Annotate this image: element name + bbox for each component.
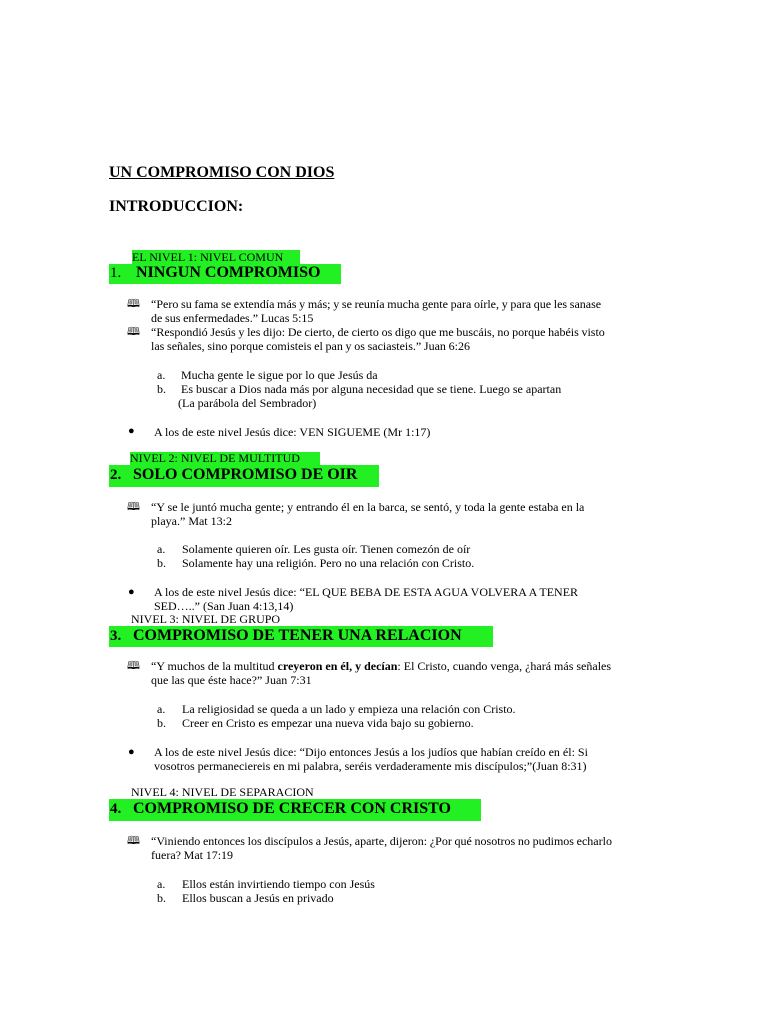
level-1-heading-bar (109, 264, 341, 284)
level-1-sublabel: EL NIVEL 1: NIVEL COMUN (132, 250, 300, 264)
open-book-icon: 🕮 (127, 660, 140, 672)
list-item: Solamente hay una religión. Pero no una relación con Cristo. (182, 556, 475, 570)
level-1-jesus-says: A los de este nivel Jesús dice: VEN SIGUEME (Mr 1:17) (154, 425, 431, 439)
list-marker: b. (157, 556, 166, 570)
quote-line: que las que éste hace?” Juan 7:31 (151, 673, 312, 687)
bullet-line: SED…..” (San Juan 4:13,14) (154, 599, 294, 613)
quote-bold-text: creyeron en él, y decían (277, 659, 398, 673)
quote-text: “Y muchos de la multitud (151, 659, 278, 673)
list-item: Solamente quieren oír. Les gusta oír. Tienen comezón de oír (182, 542, 471, 556)
bullet-line: A los de este nivel Jesús dice: “Dijo entonces Jesús a los judíos que habían creído en él: Si (154, 745, 588, 759)
level-1-quote-2 (151, 325, 659, 353)
bullet-dot-icon: ● (128, 746, 135, 758)
list-marker: b. (157, 382, 166, 396)
list-item-continuation: (La parábola del Sembrador) (178, 396, 317, 410)
level-2-quote-1 (151, 500, 659, 528)
quote-text: : El Cristo, cuando venga, ¿hará más señales (397, 659, 612, 673)
bullet-dot-icon: ● (128, 586, 135, 598)
level-4-sublabel: NIVEL 4: NIVEL DE SEPARACION (131, 785, 314, 799)
bullet-line: vosotros permaneciereis en mi palabra, seréis verdaderamente mis discípulos;”(Juan 8:31) (154, 759, 587, 773)
level-2-heading-bar (109, 465, 379, 487)
level-4-heading: COMPROMISO DE CRECER CON CRISTO (133, 800, 451, 817)
bullet-line: A los de este nivel Jesús dice: “EL QUE BEBA DE ESTA AGUA VOLVERA A TENER (154, 585, 579, 599)
list-item: Ellos buscan a Jesús en privado (182, 891, 334, 905)
list-marker: a. (157, 877, 166, 891)
level-1-quote-1 (151, 297, 659, 325)
level-4-heading-bar (109, 799, 481, 821)
open-book-icon: 🕮 (127, 501, 140, 513)
list-marker: b. (157, 716, 166, 730)
list-marker: a. (157, 368, 166, 382)
quote-line: de sus enfermedades.” Lucas 5:15 (151, 311, 314, 325)
level-3-heading-bar (109, 626, 493, 647)
list-item: Ellos están invirtiendo tiempo con Jesús (182, 877, 375, 891)
level-3-heading: COMPROMISO DE TENER UNA RELACION (133, 627, 462, 644)
level-2-number: 2. (110, 467, 122, 483)
list-marker: a. (157, 702, 166, 716)
level-4-number: 4. (110, 801, 122, 817)
level-2-sublabel: NIVEL 2: NIVEL DE MULTITUD (130, 452, 320, 465)
quote-line: playa.” Mat 13:2 (151, 514, 232, 528)
quote-line (151, 659, 659, 673)
open-book-icon: 🕮 (127, 298, 140, 310)
level-2-heading: SOLO COMPROMISO DE OIR (133, 466, 358, 483)
list-marker: b. (157, 891, 166, 905)
list-item: La religiosidad se queda a un lado y empieza una relación con Cristo. (182, 702, 516, 716)
level-3-number: 3. (110, 628, 122, 644)
quote-line: fuera? Mat 17:19 (151, 848, 234, 862)
list-item: Es buscar a Dios nada más por alguna necesidad que se tiene. Luego se apartan (181, 382, 562, 396)
quote-line: “Y se le juntó mucha gente; y entrando él en la barca, se sentó, y toda la gente estaba en la (151, 500, 585, 514)
list-item: Creer en Cristo es empezar una nueva vida bajo su gobierno. (182, 716, 474, 730)
level-1-heading: NINGUN COMPROMISO (136, 264, 321, 281)
introduction-heading: INTRODUCCION: (109, 198, 244, 215)
quote-line: “Viniendo entonces los discípulos a Jesús, aparte, dijeron: ¿Por qué nosotros no pudimos echarlo (151, 834, 612, 848)
quote-line: las señales, sino porque comisteis el pan y os saciasteis.” Juan 6:26 (151, 339, 470, 353)
level-1-number: 1. (110, 265, 122, 281)
document-title: UN COMPROMISO CON DIOS (109, 164, 335, 181)
level-3-sublabel: NIVEL 3: NIVEL DE GRUPO (131, 612, 281, 626)
level-3-jesus-says (154, 745, 659, 773)
open-book-icon: 🕮 (127, 326, 140, 338)
level-2-jesus-says (154, 585, 659, 613)
list-item: Mucha gente le sigue por lo que Jesús da (181, 368, 378, 382)
quote-line: “Pero su fama se extendía más y más; y se reunía mucha gente para oírle, y para que les sanase (151, 297, 602, 311)
level-3-quote-1 (151, 659, 659, 687)
level-4-quote-1 (151, 834, 659, 862)
bullet-dot-icon: ● (128, 425, 135, 437)
open-book-icon: 🕮 (127, 835, 140, 847)
quote-line: “Respondió Jesús y les dijo: De cierto, de cierto os digo que me buscáis, no porque habéis visto (151, 325, 605, 339)
list-marker: a. (157, 542, 166, 556)
